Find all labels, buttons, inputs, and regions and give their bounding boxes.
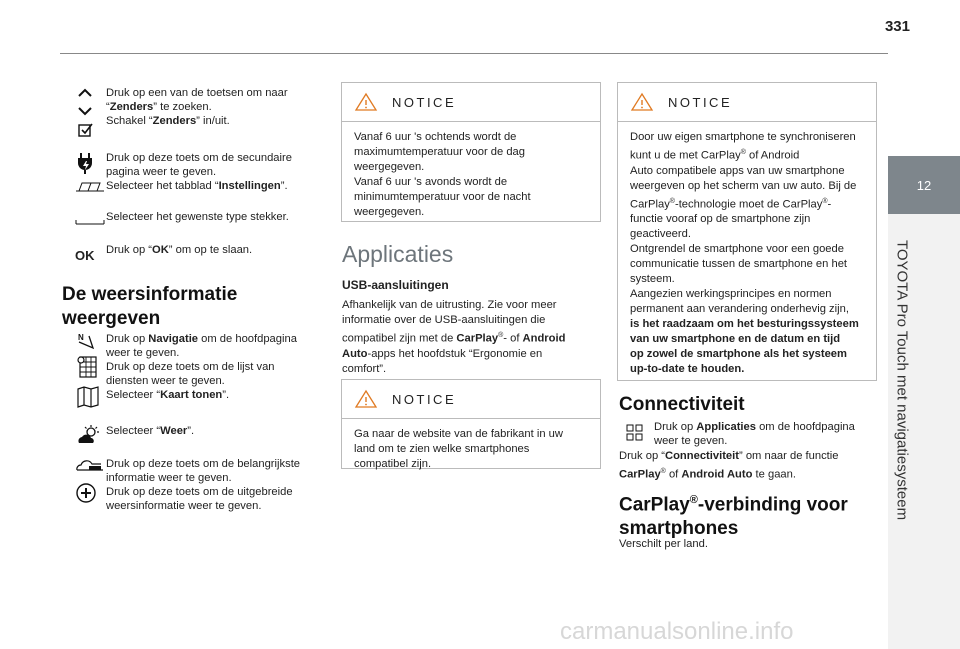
text: ” om naar de functie (739, 450, 839, 462)
page-number: 331 (884, 18, 910, 35)
ev-plug-icon (75, 151, 97, 175)
text: -technologie moet de CarPlay (674, 198, 823, 211)
text: Druk op deze toets om de secundaire (106, 152, 292, 164)
text: CarPlay (456, 332, 499, 345)
row-applicaties (626, 420, 874, 448)
map-icon (75, 384, 101, 410)
connectivity-paragraph (619, 449, 875, 483)
text: compatibel zijn met de (342, 332, 457, 345)
text: comfort”. (342, 362, 387, 375)
row-navigatie (75, 332, 326, 410)
text: - (827, 198, 832, 211)
text: Druk op deze toets om de belangrijkste (106, 458, 301, 470)
text: Zenders (152, 115, 197, 127)
row-weer (75, 424, 326, 446)
text: Weer (160, 425, 188, 437)
notice-line: Vanaf 6 uur 's avonds wordt de (354, 176, 508, 188)
text: ” in/uit. (196, 115, 230, 127)
notice-line: Aangezien werkingsprincipes en normen (630, 288, 832, 301)
navigation-icon (75, 332, 97, 352)
notice-line: Auto compatibele apps van uw smartphone (630, 164, 845, 177)
row-ok (75, 243, 326, 263)
notice-line: geactiveerd. (630, 228, 691, 241)
tabs-icon (75, 181, 105, 193)
heading-line: weergeven (62, 308, 161, 329)
text: informatie weer te geven. (106, 472, 232, 484)
text: of Android (745, 149, 800, 162)
heading-part: CarPlay (619, 494, 690, 516)
text: kunt u de met CarPlay (630, 149, 741, 162)
text: te gaan. (752, 468, 796, 481)
apps-grid-icon (626, 424, 644, 442)
text: Druk op een van de toetsen om naar (106, 87, 288, 99)
notice-line-bold: van uw smartphone en de datum en tijd (630, 333, 841, 346)
row-zenders (75, 86, 326, 138)
warning-icon (354, 92, 378, 112)
text: Connectiviteit (665, 450, 739, 462)
text: diensten weer te geven. (106, 375, 225, 387)
text: Android Auto (681, 468, 753, 481)
text: pagina weer te geven. (106, 166, 217, 178)
registered-mark: ® (822, 197, 828, 205)
text: informatie over de USB-aansluitingen die (342, 314, 546, 326)
text: Auto (342, 347, 368, 360)
notice-line: Door uw eigen smartphone te synchroniseren (630, 131, 856, 143)
text: Selecteer “ (106, 425, 161, 437)
plus-circle-icon (75, 481, 99, 505)
warning-icon (354, 389, 378, 409)
chapter-number: 12 (916, 177, 932, 193)
notice-line: Vanaf 6 uur 's ochtends wordt de (354, 131, 517, 143)
notice-box-temperature (341, 82, 601, 222)
row-stekker (75, 210, 326, 228)
text: ”. (280, 180, 288, 192)
text: ” om op te slaan. (168, 244, 253, 256)
notice-label: NOTICE (392, 94, 457, 110)
notice-line: weergegeven. (354, 206, 425, 218)
text: Schakel “ (106, 115, 153, 127)
notice-line-bold: is het raadzaam om het besturingssysteem (630, 318, 859, 331)
notice-line: Ga naar de website van de fabrikant in uw (354, 428, 563, 440)
section-heading-carplay (619, 488, 848, 541)
text: CarPlay (619, 468, 661, 481)
section-heading-applicaties: Applicaties (342, 241, 454, 267)
text: Druk op “ (619, 450, 666, 462)
heading-line: De weersinformatie (62, 284, 238, 305)
text: Applicaties (696, 421, 756, 433)
section-heading-connectiviteit: Connectiviteit (619, 394, 745, 415)
notice-line: maximumtemperatuur voor de dag (354, 146, 525, 158)
subheading-usb: USB-aansluitingen (342, 278, 449, 292)
notice-line: compatibel zijn. (354, 458, 432, 470)
text: om de hoofdpagina (198, 333, 297, 345)
notice-line: minimumtemperatuur voor de nacht (354, 191, 531, 203)
registered-mark: ® (660, 468, 666, 475)
text: Afhankelijk van de uitrusting. Zie voor meer (342, 299, 557, 311)
text: Druk op deze toets om de uitgebreide (106, 486, 293, 498)
notice-line: Ontgrendel de smartphone voor een goede (630, 243, 844, 256)
map-services-icon (75, 354, 101, 382)
text: ” te zoeken. (153, 101, 212, 113)
chevron-up-icon (75, 86, 95, 100)
text: Android (522, 332, 566, 345)
registered-mark: ® (498, 332, 504, 339)
text: Druk op (106, 333, 149, 345)
text: OK (152, 244, 169, 256)
weather-icon (75, 424, 103, 446)
text: Druk op “ (106, 244, 153, 256)
text: Navigatie (148, 333, 199, 345)
text: CarPlay (630, 198, 670, 211)
chapter-title: TOYOTA Pro Touch met navigatiesysteem (893, 239, 911, 521)
heading-part: smartphones (619, 518, 739, 540)
section-heading-weer (62, 283, 237, 331)
notice-box-smartphone (617, 82, 877, 381)
text: ”. (222, 389, 230, 401)
text: -apps het hoofdstuk “Ergonomie en (367, 347, 543, 360)
text: Selecteer het gewenste type stekker. (106, 211, 289, 223)
text: of (665, 468, 682, 481)
notice-line: weergegeven. (354, 161, 425, 173)
text: weersinformatie weer te geven. (106, 500, 262, 512)
registered-mark: ® (669, 197, 675, 205)
notice-line-bold: op zowel de smartphone als het systeem (630, 348, 847, 361)
chapter-tab[interactable] (888, 156, 960, 214)
header-divider (60, 53, 888, 54)
text: Druk op deze toets om de lijst van (106, 361, 275, 373)
svg-text:N: N (78, 333, 84, 342)
checkbox-icon (75, 122, 95, 138)
notice-line-bold: up-to-date te houden. (630, 363, 745, 376)
text: Druk op (654, 421, 697, 433)
text: weer te geven. (106, 347, 180, 359)
notice-line: permanent aan verandering onderhevig zijn, (630, 303, 849, 316)
text: “ (106, 101, 110, 113)
selection-bar-icon (75, 210, 105, 228)
chevron-down-icon (75, 104, 95, 118)
text: Instellingen (218, 180, 281, 192)
text: ”. (187, 425, 195, 437)
notice-label: NOTICE (668, 94, 733, 110)
text-country: Verschilt per land. (619, 538, 708, 550)
notice-line: systeem. (630, 273, 675, 286)
row-belangrijkste (75, 457, 326, 513)
notice-line: functie vooraf op de smartphone zijn (630, 213, 811, 226)
text: Kaart tonen (160, 389, 223, 401)
heading-part: -verbinding voor (697, 494, 848, 516)
notice-label: NOTICE (392, 391, 457, 407)
text: weer te geven. (654, 435, 728, 447)
ok-icon: OK (75, 248, 95, 263)
registered-mark: ® (689, 494, 698, 506)
notice-line: weergeven op het scherm van uw auto. Bij de (630, 179, 857, 192)
notice-box-website (341, 379, 601, 469)
cloud-icon (75, 457, 103, 473)
usb-paragraph (342, 298, 592, 377)
text: om de hoofdpagina (755, 421, 855, 433)
notice-line: communicatie tussen de smartphone en het (630, 258, 848, 271)
registered-mark: ® (740, 149, 746, 156)
text: Selecteer “ (106, 389, 161, 401)
text: Zenders (109, 101, 154, 113)
text: Selecteer het tabblad “ (106, 180, 219, 192)
notice-line: land om te zien welke smartphones (354, 443, 530, 455)
warning-icon (630, 92, 654, 112)
text: - of (503, 332, 523, 345)
row-secundaire (75, 151, 326, 193)
watermark: carmanualsonline.info (560, 618, 794, 645)
